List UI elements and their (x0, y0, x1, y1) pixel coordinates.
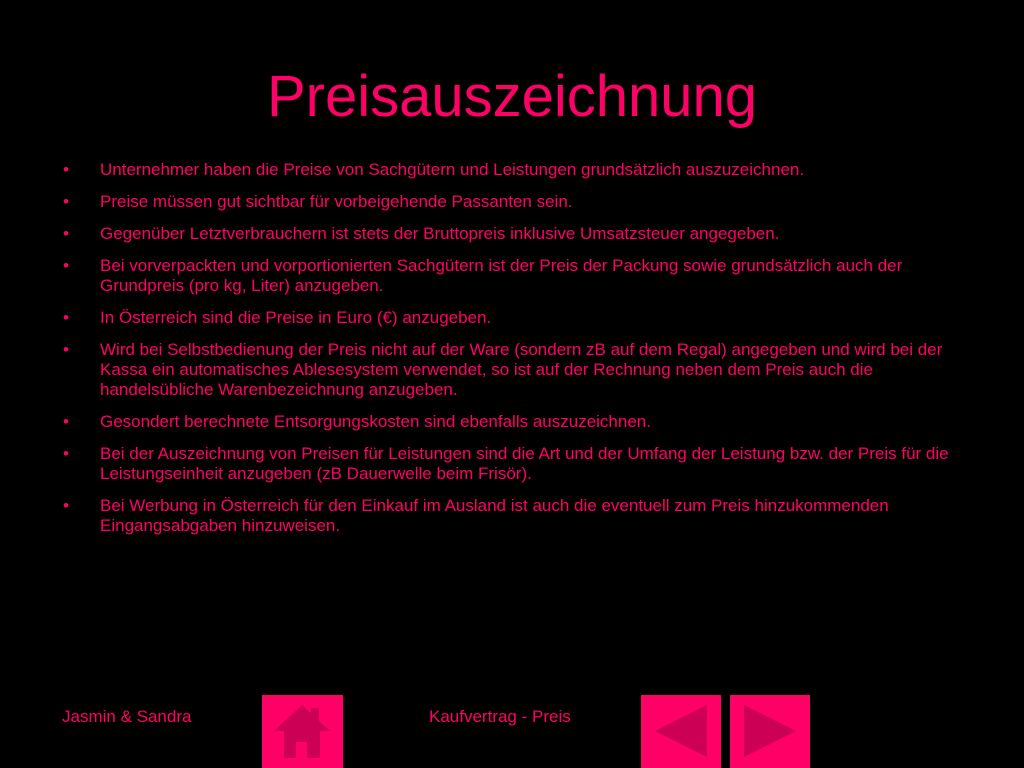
bullet-dot: • (63, 444, 69, 463)
bullet-dot: • (63, 340, 69, 359)
footer-authors: Jasmin & Sandra (62, 707, 192, 726)
list-item (56, 224, 976, 244)
bullet-text: In Österreich sind die Preise in Euro (€) anzugeben. (100, 308, 492, 327)
list-item (56, 256, 976, 296)
list-item (56, 340, 976, 400)
list-item (56, 444, 976, 484)
next-slide-button[interactable] (730, 695, 810, 768)
bullet-dot: • (63, 496, 69, 515)
list-item (56, 192, 976, 212)
bullet-text: Unternehmer haben die Preise von Sachgütern und Leistungen grundsätzlich auszuzeichnen. (100, 160, 805, 179)
bullet-dot: • (63, 160, 69, 179)
list-item (56, 496, 976, 536)
bullet-text: Bei der Auszeichnung von Preisen für Leistungen sind die Art und der Umfang der Leistung bzw. der Preis für die Leistungseinheit anzugeben (zB Dauerwelle beim Frisör). (100, 444, 949, 483)
bullet-dot: • (63, 256, 69, 275)
list-item (56, 308, 976, 328)
arrow-right-icon (730, 695, 810, 768)
bullet-dot: • (63, 412, 69, 431)
bullet-text: Wird bei Selbstbedienung der Preis nicht auf der Ware (sondern zB auf dem Regal) angegeben und wird bei der Kassa ein automatisches Ablesesystem verwendet, so ist auf der Rechnung neben dem Preis auch die handelsübliche Warenbezeichnung anzugeben. (100, 340, 943, 399)
bullet-text: Gegenüber Letztverbrauchern ist stets der Bruttopreis inklusive Umsatzsteuer angegeben. (100, 224, 780, 243)
slide-title: Preisauszeichnung (266, 64, 758, 129)
bullet-list (56, 160, 976, 548)
home-icon (262, 695, 343, 768)
home-button[interactable] (262, 695, 343, 768)
bullet-dot: • (63, 192, 69, 211)
bullet-text: Gesondert berechnete Entsorgungskosten sind ebenfalls auszuzeichnen. (100, 412, 651, 431)
bullet-dot: • (63, 308, 69, 327)
footer-topic: Kaufvertrag - Preis (429, 707, 571, 726)
previous-slide-button[interactable] (641, 695, 721, 768)
bullet-text: Bei vorverpackten und vorportionierten Sachgütern ist der Preis der Packung sowie grundsätzlich auch der Grundpreis (pro kg, Liter) anzugeben. (100, 256, 903, 295)
bullet-text: Bei Werbung in Österreich für den Einkauf im Ausland ist auch die eventuell zum Preis hinzukommenden Eingangsabgaben hinzuweisen. (100, 496, 889, 535)
arrow-left-icon (641, 695, 721, 768)
list-item (56, 160, 976, 180)
bullet-dot: • (63, 224, 69, 243)
bullet-text: Preise müssen gut sichtbar für vorbeigehende Passanten sein. (100, 192, 573, 211)
list-item (56, 412, 976, 432)
